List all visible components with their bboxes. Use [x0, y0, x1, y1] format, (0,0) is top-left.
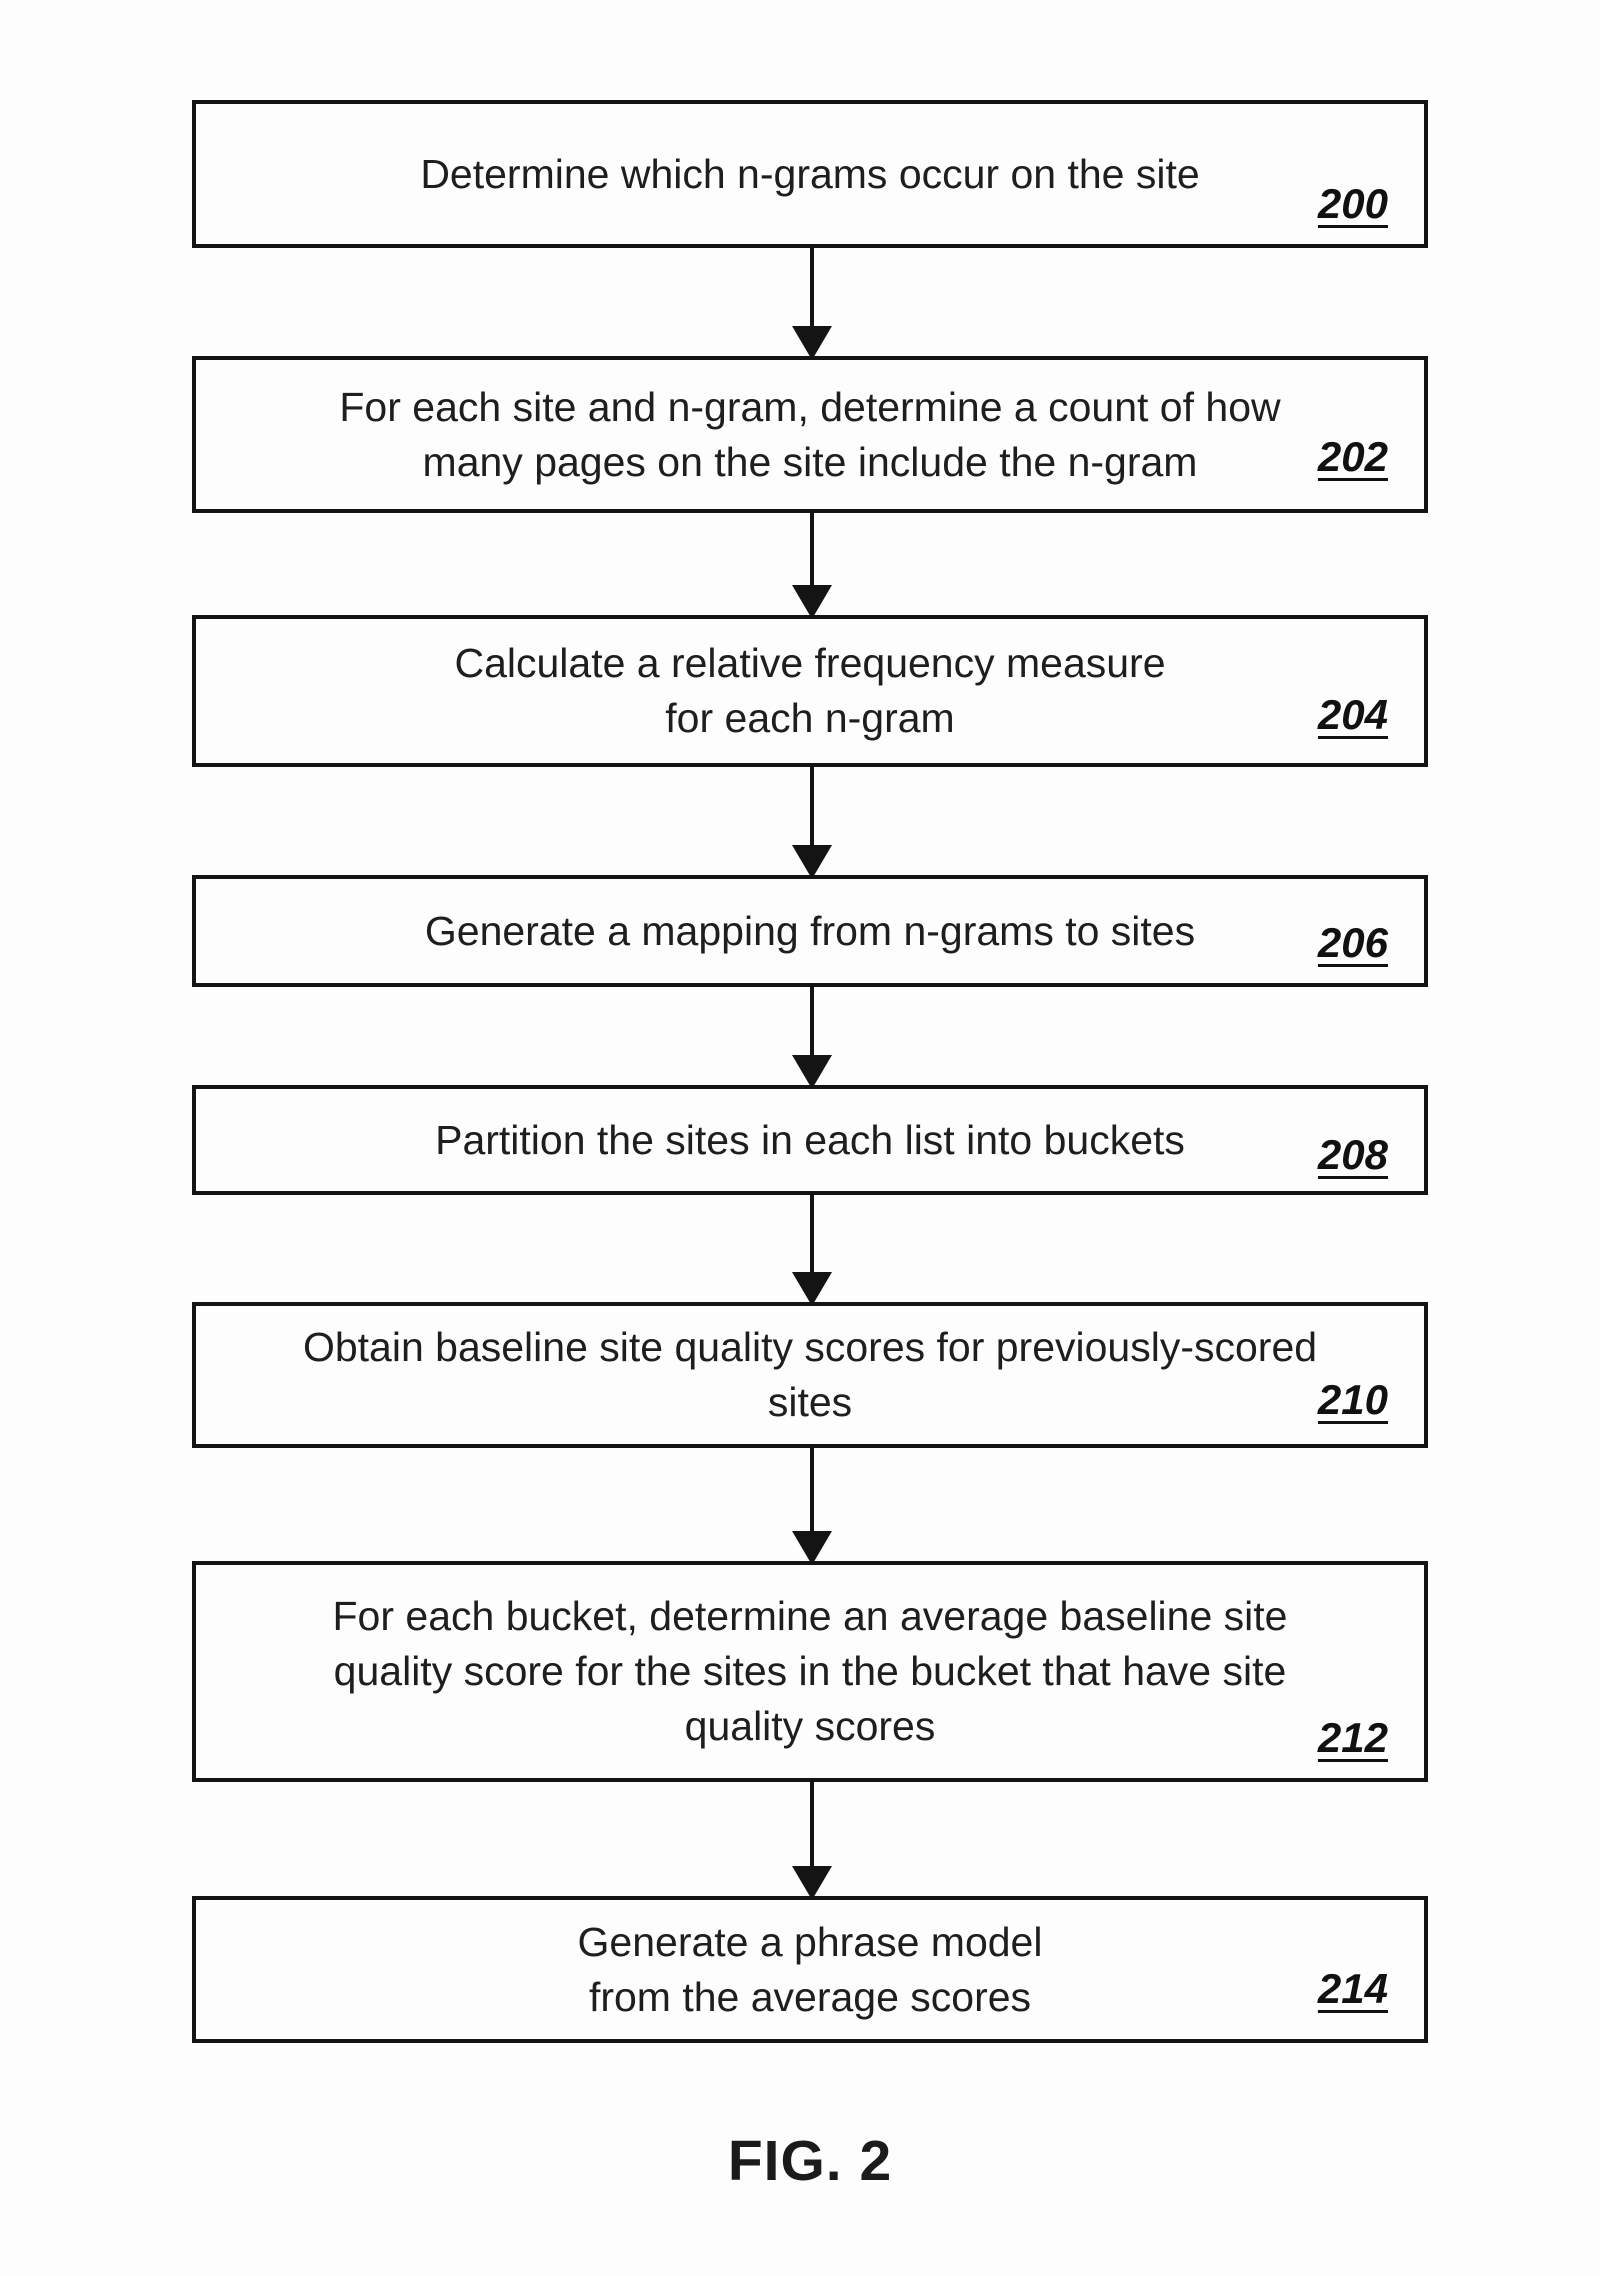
arrow-shaft: [810, 1448, 814, 1539]
arrow-head: [792, 585, 832, 619]
step-text: Generate a mapping from n-grams to sites: [424, 907, 1196, 954]
step-ref-label: 212: [1317, 1714, 1388, 1761]
step-ref-label: 210: [1317, 1376, 1388, 1423]
step-ref-label: 202: [1317, 433, 1388, 480]
step-text: Determine which n-grams occur on the site: [420, 150, 1200, 197]
step-ref-label: 214: [1317, 1965, 1388, 2012]
figure-caption: FIG. 2: [727, 2129, 893, 2193]
arrow-down-icon: [792, 1782, 832, 1900]
arrow-down-icon: [792, 987, 832, 1089]
flow-box-208: [192, 1085, 1428, 1195]
arrow-head: [792, 1866, 832, 1900]
arrow-shaft: [810, 1782, 814, 1874]
step-text: For each site and n-gram, determine a count of how many pages on the site include the n-gram: [339, 383, 1281, 485]
arrow-down-icon: [792, 513, 832, 619]
step-ref-label: 208: [1317, 1131, 1388, 1178]
arrow-head: [792, 845, 832, 879]
arrow-head: [792, 1531, 832, 1565]
flow-box-214: [192, 1896, 1428, 2043]
step-ref-label: 204: [1317, 691, 1388, 738]
arrow-shaft: [810, 767, 814, 853]
flow-box-206: [192, 875, 1428, 987]
arrow-shaft: [810, 248, 814, 334]
arrow-head: [792, 1272, 832, 1306]
arrow-shaft: [810, 987, 814, 1063]
step-text: Partition the sites in each list into buckets: [435, 1116, 1185, 1163]
step-text: Calculate a relative frequency measure for each n-gram: [454, 640, 1166, 741]
arrow-shaft: [810, 513, 814, 593]
step-text: Obtain baseline site quality scores for previously-scored sites: [302, 1324, 1318, 1425]
flow-box-210: [192, 1302, 1428, 1448]
flow-box-204: [192, 615, 1428, 767]
arrow-down-icon: [792, 767, 832, 879]
arrow-down-icon: [792, 1448, 832, 1565]
arrow-shaft: [810, 1195, 814, 1280]
step-text: For each bucket, determine an average baseline site quality score for the sites in the bucket that have site quality scores: [332, 1593, 1288, 1749]
arrow-down-icon: [792, 248, 832, 360]
flow-box-200: [192, 100, 1428, 248]
arrow-head: [792, 1055, 832, 1089]
step-ref-label: 206: [1317, 919, 1388, 966]
arrow-head: [792, 326, 832, 360]
step-text: Generate a phrase model from the average scores: [577, 1918, 1043, 2020]
step-ref-label: 200: [1317, 180, 1388, 227]
arrow-down-icon: [792, 1195, 832, 1306]
flow-box-212: [192, 1561, 1428, 1782]
flow-box-202: [192, 356, 1428, 513]
